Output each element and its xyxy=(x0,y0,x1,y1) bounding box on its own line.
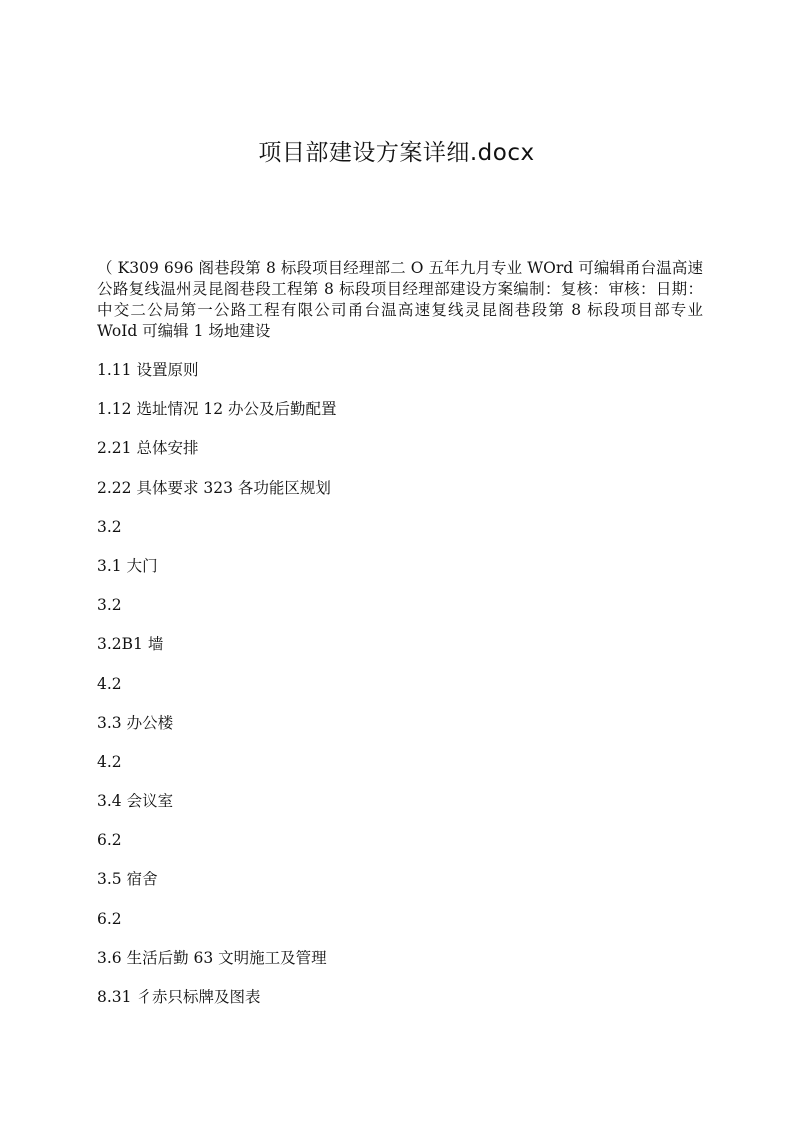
outline-line: 6.2 xyxy=(97,909,122,928)
outline-line: 3.3 办公楼 xyxy=(97,713,174,732)
outline-line: 4.2 xyxy=(97,752,122,771)
outline-line: 1.11 设置原则 xyxy=(97,361,199,379)
outline-line: 3.1 大门 xyxy=(97,556,158,575)
outline-line: 4.2 xyxy=(97,674,122,693)
outline-line: 6.2 xyxy=(97,831,122,850)
outline-line: 2.22 具体要求 323 各功能区规划 xyxy=(97,478,331,497)
outline-line: 8.31 彳赤只标牌及图表 xyxy=(97,988,261,1006)
outline-line: 3.2 xyxy=(97,517,122,536)
outline-line: 3.5 宿舍 xyxy=(97,870,158,889)
outline-line: 3.2B1 墙 xyxy=(97,635,164,654)
document-title: 项目部建设方案详细.docx xyxy=(258,140,535,166)
outline-line: 3.2 xyxy=(97,596,122,615)
outline-list xyxy=(97,360,703,1026)
intro-paragraph: （ K309 696 阁巷段第 8 标段项目经理部二 O 五年九月专业 WOrd 可编辑甬台温高速公路复线温州灵昆阁巷段工程第 8 标段项目经理部建设方案编制：复核：审核：日期：中交二公局第一公路工程有限公司甬台温高速复线灵昆阁巷段第 8 标段项目部专业 WoId 可编辑 1 场地建设 xyxy=(97,259,703,340)
outline-line: 3.4 会议室 xyxy=(97,792,174,811)
outline-line: 2.21 总体安排 xyxy=(97,439,199,458)
outline-line: 1.12 选址情况 12 办公及后勤配置 xyxy=(97,400,337,419)
outline-line: 3.6 生活后勤 63 文明施工及管理 xyxy=(97,948,327,967)
